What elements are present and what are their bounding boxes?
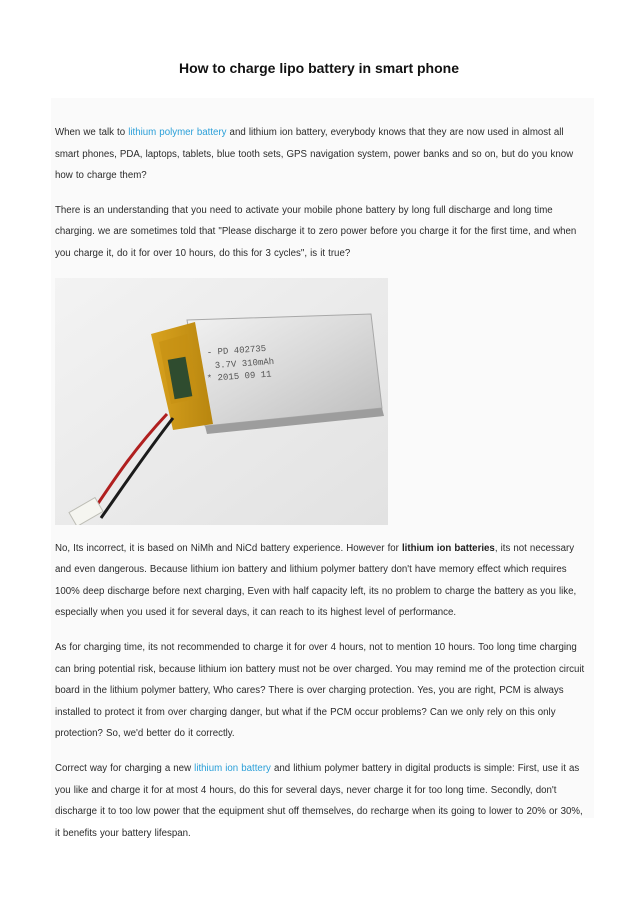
article-body	[51, 98, 594, 839]
paragraph-activation: There is an understanding that you need to activate your mobile phone battery by long full discharge and long time charging. we are sometimes told that "Please discharge it to zero power before you charge it for the first time, and when you charge it, do it for over 10 hours, do this for 3 cycles", is it true?	[55, 204, 577, 259]
bold-lithium-ion-batteries: lithium ion batteries	[401, 542, 495, 554]
paragraph-incorrect	[55, 538, 590, 624]
paragraph-text: When we talk to	[55, 127, 129, 138]
lithium-ion-battery-link[interactable]: lithium ion battery	[194, 762, 271, 774]
paragraph-correct-way	[55, 758, 590, 844]
page-title: How to charge lipo battery in smart phone	[178, 60, 460, 76]
paragraph-text: and lithium polymer battery in digital products is simple: First, use it as you like and charge it for at most 4 hours, do this for several days, never charge it for too long time. Secondly, don't discharge it to too low power that the equipment shut off themselves, do recharge when its going to lower to 20% or 30%, it benefits your battery lifespan.	[55, 762, 583, 839]
paragraph-charging-time: As for charging time, its not recommended to charge it for over 4 hours, not to mention 10 hours. Too long time charging can bring potential risk, because lithium ion battery must not be over charged. You may remind me of the protection circuit board in the lithium polymer battery, Who cares? There is over charging protection. Yes, you are right, PCM is always installed to protect it from over charging danger, but what if the PCM occur problems? Can we only rely on this only protection? So, we'd better do it correctly.	[55, 641, 585, 740]
label-line-1: - PD 402735	[206, 343, 267, 358]
lithium-polymer-battery-link[interactable]: lithium polymer battery	[128, 127, 227, 138]
paragraph-text: Correct way for charging a new	[55, 762, 195, 774]
label-line-3: * 2015 09 11	[206, 369, 272, 384]
paragraph-text: , its not necessary and even dangerous. Because lithium ion battery and lithium polymer battery don't have memory effect which requires 100% deep discharge before next charging, Even with half capacity left, its no problem to charge the battery as you like, especially when you used it for several days, it can reach to its highest level of performance.	[55, 542, 577, 619]
battery-photo	[55, 278, 388, 525]
paragraph-text: and lithium ion battery, everybody knows that they are now used in almost all smart phones, PDA, laptops, tablets, blue tooth sets, GPS navigation system, power banks and so on, but do you know how to charge them?	[55, 127, 574, 182]
paragraph-text: No, Its incorrect, it is based on NiMh and NiCd battery experience. However for	[55, 542, 402, 554]
label-line-2: 3.7V 310mAh	[214, 356, 275, 371]
paragraph-intro	[55, 122, 590, 187]
